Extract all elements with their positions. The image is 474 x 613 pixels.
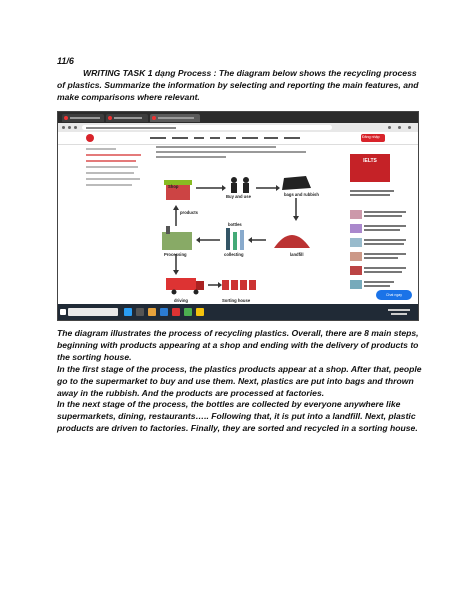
bottle-icon <box>226 228 230 250</box>
site-nav <box>58 132 418 145</box>
task-prompt <box>57 68 422 103</box>
label-sorting-house: Sorting house <box>222 298 251 303</box>
label-shop: Shop <box>168 184 179 189</box>
task-prompt-text: WRITING TASK 1 dạng Process : The diagram below shows the recycling process of plastics. Summarize the information by selecting and reporting the main features, and make comparisons where relevant. <box>57 68 419 102</box>
address-bar <box>58 123 418 132</box>
essay-paragraph: The diagram illustrates the process of recycling plastics. Overall, there are 8 main steps, beginning with products appearing at a shop and ending with the delivery of products to the sorting house. <box>57 328 419 362</box>
essay-body <box>57 328 425 435</box>
login-button: Đăng nhập <box>361 134 385 142</box>
essay-paragraph: In the next stage of the process, the bottles are collected by everyone anywhere like supermarkets, dining, restaurants….. Following that, it is put into a landfill. Next, plastic products are driven to factories. Finally, they are sorted and recycled in a sorting house. <box>57 399 418 434</box>
related-post <box>350 266 412 276</box>
recycling-diagram <box>156 170 336 304</box>
essay-paragraph: In the first stage of the process, the plastics products appear at a shop. After that, people go to the supermarket to buy and use them. Next, plastics are put into bags and thrown away in the rubbish. And the products are processed at factories. <box>57 363 422 398</box>
embedded-screenshot <box>57 111 419 321</box>
truck-icon <box>166 278 196 290</box>
label-driving: driving <box>174 298 188 303</box>
chat-button: Chat ngay <box>376 290 412 300</box>
factory-icon <box>162 232 192 250</box>
ielts-badge: IELTS <box>350 154 390 182</box>
browser-tab <box>62 114 104 122</box>
label-collecting: collecting <box>224 252 244 257</box>
related-post <box>350 238 412 248</box>
website-content <box>58 132 418 304</box>
label-processing: Processing <box>164 252 187 257</box>
related-post <box>350 224 412 234</box>
landfill-icon <box>274 235 310 248</box>
label-bottles: bottles <box>228 222 242 227</box>
related-post <box>350 210 412 220</box>
label-bags-and-rubbish: bags and rubbish <box>284 192 319 197</box>
label-buy-and-use: Buy and use <box>226 194 251 199</box>
site-sidebar <box>86 148 146 190</box>
people-icon <box>231 177 237 183</box>
site-logo <box>86 134 94 142</box>
label-landfill: landfill <box>290 252 304 257</box>
related-post <box>350 252 412 262</box>
label-products: products <box>180 210 198 215</box>
bags-icon <box>282 176 311 190</box>
taskbar-search <box>68 308 118 316</box>
browser-tab-active <box>150 114 200 122</box>
windows-taskbar <box>58 304 418 320</box>
browser-tab-bar <box>58 112 418 123</box>
browser-tab <box>106 114 148 122</box>
date-heading: 11/6 <box>57 56 74 66</box>
related-post <box>350 280 412 290</box>
sorting-bins-icon <box>222 280 229 290</box>
